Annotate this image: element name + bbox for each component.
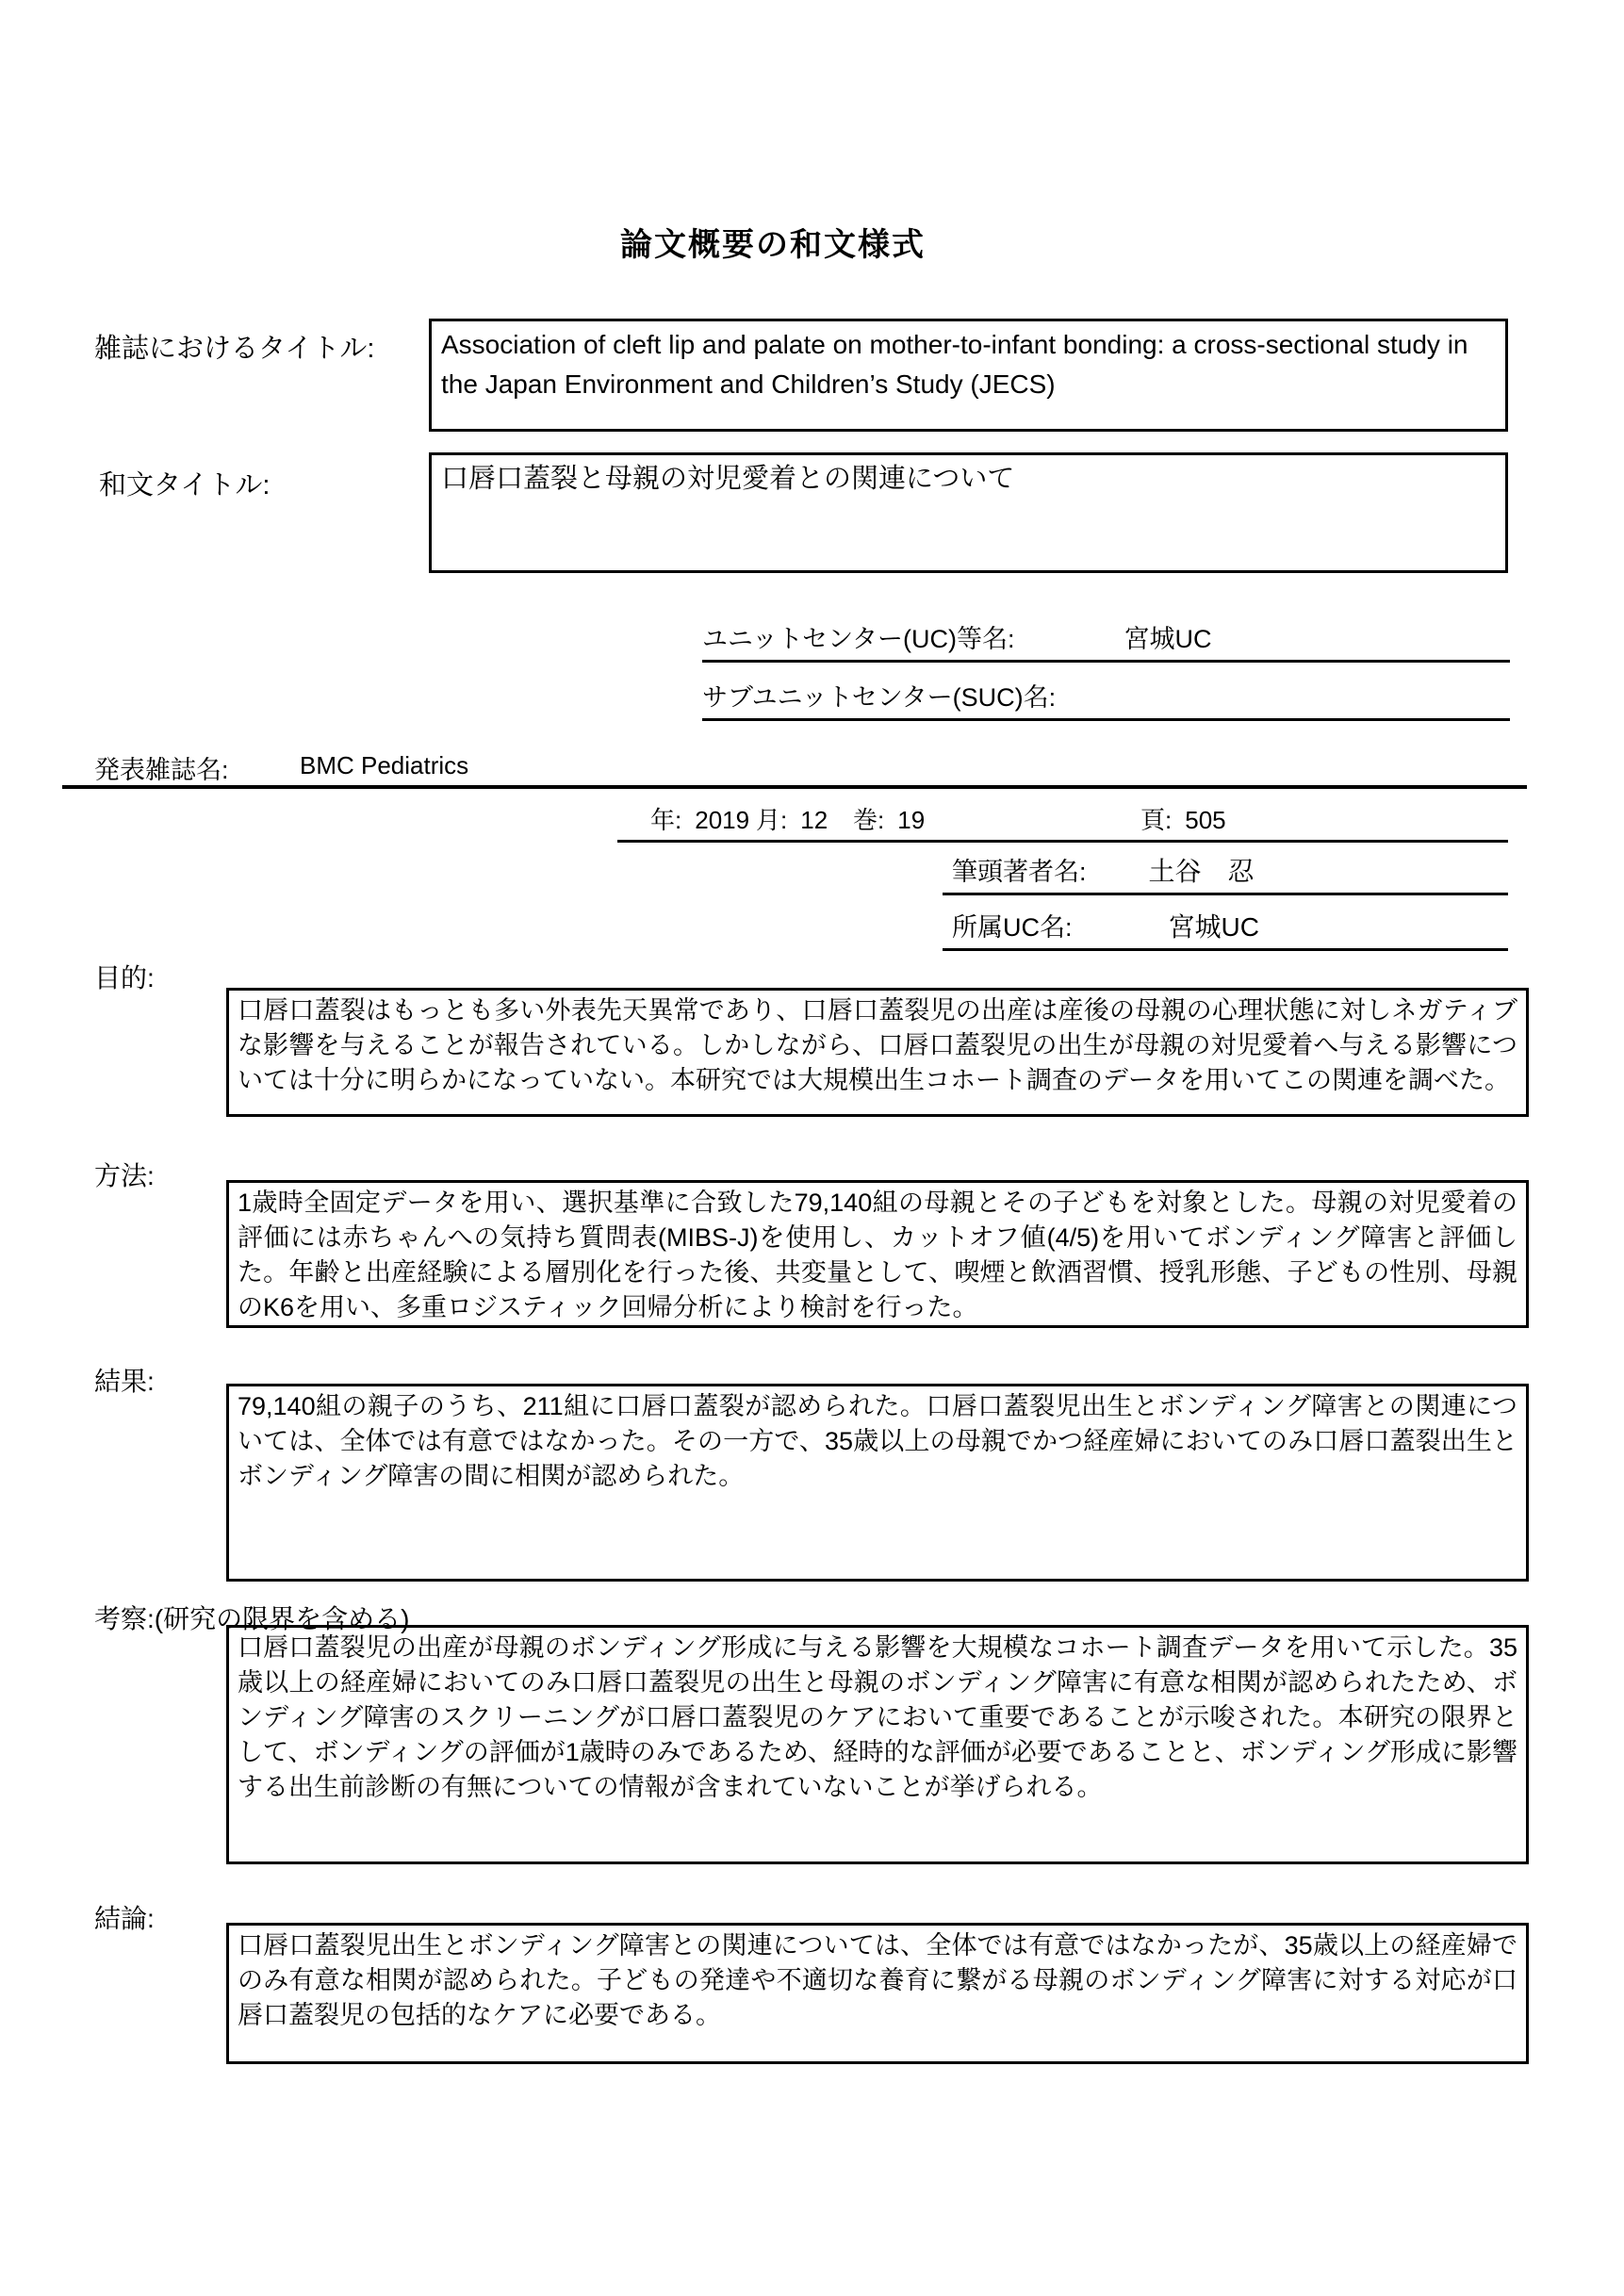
affiliation-uc-underline <box>943 948 1508 951</box>
japanese-title-field: 口唇口蓋裂と母親の対児愛着との関連について <box>429 452 1508 573</box>
pub-row-underline <box>617 840 1508 843</box>
affiliation-uc-label: 所属UC名: <box>952 913 1073 942</box>
pub-year-label: 年: <box>650 806 682 834</box>
affiliation-uc-value: 宮城UC <box>1168 912 1259 942</box>
results-label: 結果: <box>94 1367 155 1396</box>
unit-center-value: 宮城UC <box>1124 625 1212 653</box>
unit-center-label: ユニットセンター(UC)等名: <box>702 625 1015 653</box>
journal-name-value: BMC Pediatrics <box>300 751 469 779</box>
results-field: 79,140組の親子のうち、211組に口唇口蓋裂が認められた。口唇口蓋裂児出生とボンディング障害との関連については、全体では有意ではなかった。その一方で、35歳以上の母親でかつ経産婦においてのみ口唇口蓋裂出生とボンディング障害の間に相関が認められた。 <box>226 1384 1529 1582</box>
pub-page-label: 頁: <box>1140 806 1173 834</box>
conclusion-field: 口唇口蓋裂児出生とボンディング障害との関連については、全体では有意ではなかったが、35歳以上の経産婦でのみ有意な相関が認められた。子どもの発達や不適切な養育に繋がる母親のボンディング障害に対する対応が口唇口蓋裂児の包括的なケアに必要である。 <box>226 1923 1529 2064</box>
journal-title-label: 雑誌におけるタイトル: <box>94 334 375 364</box>
purpose-field: 口唇口蓋裂はもっとも多い外表先天異常であり、口唇口蓋裂児の出産は産後の母親の心理状態に対しネガティブな影響を与えることが報告されている。しかしながら、口唇口蓋裂児の出生が母親の対児愛着へ与える影響については十分に明らかになっていない。本研究では大規模出生コホート調査のデータを用いてこの関連を調べた。 <box>226 988 1529 1117</box>
japanese-title-label: 和文タイトル: <box>99 470 271 500</box>
pub-month <box>756 801 828 836</box>
first-author-label: 筆頭著者名: <box>952 858 1087 886</box>
pub-year-value: 2019 <box>695 806 750 834</box>
pub-volume <box>853 801 925 836</box>
pub-month-label: 月: <box>756 806 788 834</box>
pub-month-value: 12 <box>800 806 828 834</box>
unit-center-row <box>702 618 1212 655</box>
discussion-field: 口唇口蓋裂児の出産が母親のボンディング形成に与える影響を大規模なコホート調査データを用いて示した。35歳以上の経産婦においてのみ口唇口蓋裂児の出生と母親のボンディング障害に有意な相関が認められたため、ボンディング障害のスクリーニングが口唇口蓋裂児のケアにおいて重要であることが示唆された。本研究の限界として、ボンディングの評価が1歳時のみであるため、経時的な評価が必要であることと、ボンディング形成に影響する出生前診断の有無についての情報が含まれていないことが挙げられる。 <box>226 1625 1529 1864</box>
affiliation-uc-row <box>952 907 1259 944</box>
pub-year <box>650 801 749 836</box>
journal-name-label: 発表雑誌名: <box>94 756 229 784</box>
unit-center-underline <box>702 660 1510 663</box>
conclusion-label: 結論: <box>94 1904 155 1933</box>
purpose-label: 目的: <box>94 963 155 992</box>
sub-unit-center-underline <box>702 718 1510 721</box>
first-author-value: 土谷 忍 <box>1148 857 1255 886</box>
methods-label: 方法: <box>94 1161 155 1190</box>
first-author-row <box>952 851 1255 889</box>
sub-unit-center-row <box>702 677 1080 713</box>
journal-title-field: Association of cleft lip and palate on mother-to-infant bonding: a cross-sectional study in the Japan Environment and Children’s Study (JECS) <box>429 319 1508 432</box>
journal-name-underline <box>62 785 1527 789</box>
pub-volume-value: 19 <box>897 806 926 834</box>
discussion-label: 考察:(研究の限界を含める) <box>94 1604 410 1633</box>
methods-field: 1歳時全固定データを用い、選択基準に合致した79,140組の母親とその子どもを対象とした。母親の対児愛着の評価には赤ちゃんへの気持ち質問表(MIBS-J)を使用し、カットオフ値(4/5)を用いてボンディング障害と評価した。年齢と出産経験による層別化を行った後、共変量として、喫煙と飲酒習慣、授乳形態、子どもの性別、母親のK6を用い、多重ロジスティック回帰分析により検討を行った。 <box>226 1180 1529 1328</box>
sub-unit-center-label: サブユニットセンター(SUC)名: <box>702 683 1057 712</box>
document-title: 論文概要の和文様式 <box>620 227 926 263</box>
first-author-underline <box>943 893 1508 895</box>
pub-volume-label: 巻: <box>853 806 885 834</box>
pub-page <box>1140 801 1226 836</box>
pub-page-value: 505 <box>1185 806 1226 834</box>
